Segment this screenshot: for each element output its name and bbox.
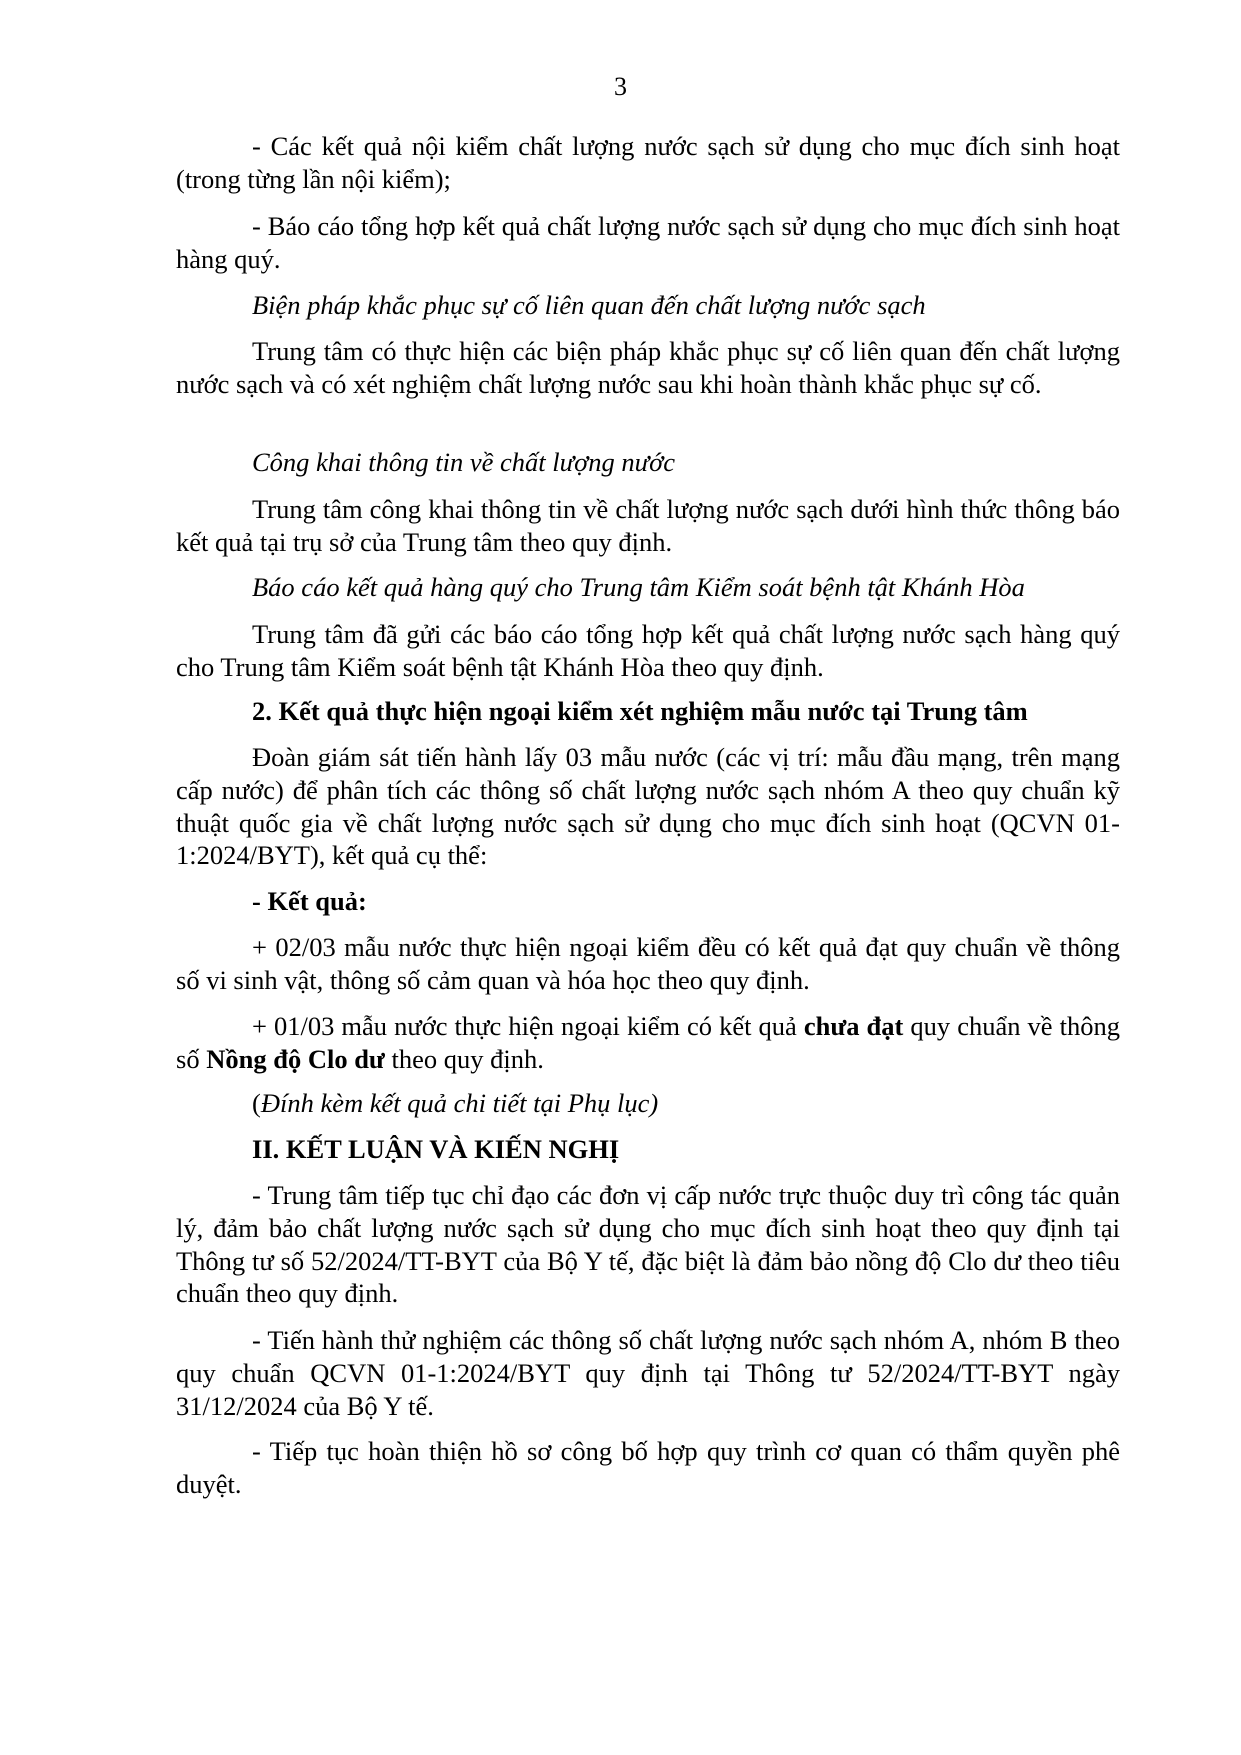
label-ket-qua: - Kết quả: xyxy=(252,886,367,916)
heading-cong-khai-thong-tin: Công khai thông tin về chất lượng nước xyxy=(252,447,675,477)
heading-section-2: 2. Kết quả thực hiện ngoại kiểm xét nghiệm mẫu nước tại Trung tâm xyxy=(252,696,1028,726)
paragraph-doan-giam-sat: Đoàn giám sát tiến hành lấy 03 mẫu nước (các vị trí: mẫu đầu mạng, trên mạng cấp nước) để phân tích các thông số chất lượng nước sạch nhóm A theo quy chuẩn kỹ thuật quốc gia về chất lượng nước sạch sử dụng cho mục đích sinh hoạt (QCVN 01-1:2024/BYT), kết quả cụ thể: xyxy=(176,742,1120,871)
paragraph-cong-khai: Trung tâm công khai thông tin về chất lượng nước sạch dưới hình thức thông báo kết quả tại trụ sở của Trung tâm theo quy định. xyxy=(176,494,1120,557)
paragraph-bao-cao: Trung tâm đã gửi các báo cáo tổng hợp kết quả chất lượng nước sạch hàng quý cho Trung tâm Kiểm soát bệnh tật Khánh Hòa theo quy định. xyxy=(176,619,1120,682)
result-fail-text-3: theo quy định. xyxy=(384,1043,544,1074)
paragraph-result-fail xyxy=(176,1010,1120,1076)
result-fail-text-1: + 01/03 mẫu nước thực hiện ngoại kiểm có kết quả xyxy=(252,1011,804,1041)
paragraph-result-pass: + 02/03 mẫu nước thực hiện ngoại kiểm đều có kết quả đạt quy chuẩn về thông số vi sinh vật, thông số cảm quan và hóa học theo quy định. xyxy=(176,932,1120,995)
heading-bien-phap-khac-phuc: Biện pháp khắc phục sự cố liên quan đến chất lượng nước sạch xyxy=(252,290,926,320)
attachment-note-paren: ( xyxy=(252,1088,261,1118)
heading-bao-cao-hang-quy: Báo cáo kết quả hàng quý cho Trung tâm Kiểm soát bệnh tật Khánh Hòa xyxy=(252,572,1025,602)
paragraph-quarterly-report: - Báo cáo tổng hợp kết quả chất lượng nước sạch sử dụng cho mục đích sinh hoạt hàng quý. xyxy=(176,211,1120,274)
paragraph-recommendation-2: - Tiến hành thử nghiệm các thông số chất lượng nước sạch nhóm A, nhóm B theo quy chuẩn QCVN 01-1:2024/BYT quy định tại Thông tư 52/2024/TT-BYT ngày 31/12/2024 của Bộ Y tế. xyxy=(176,1325,1120,1421)
paragraph-recommendation-1: - Trung tâm tiếp tục chỉ đạo các đơn vị cấp nước trực thuộc duy trì công tác quản lý, đảm bảo chất lượng nước sạch sử dụng cho mục đích sinh hoạt theo quy định tại Thông tư số 52/2024/TT-BYT của Bộ Y tế, đặc biệt là đảm bảo nồng độ Clo dư theo tiêu chuẩn theo quy định. xyxy=(176,1180,1120,1309)
attachment-note-text: Đính kèm kết quả chi tiết tại Phụ lục) xyxy=(260,1088,659,1118)
result-fail-parameter: Nồng độ Clo dư xyxy=(206,1043,385,1074)
result-fail-status: chưa đạt xyxy=(803,1011,904,1041)
paragraph-noi-kiem-results: - Các kết quả nội kiểm chất lượng nước sạch sử dụng cho mục đích sinh hoạt (trong từng lần nội kiểm); xyxy=(176,131,1120,194)
paragraph-bien-phap: Trung tâm có thực hiện các biện pháp khắc phục sự cố liên quan đến chất lượng nước sạch và có xét nghiệm chất lượng nước sau khi hoàn thành khắc phục sự cố. xyxy=(176,336,1120,399)
page-number: 3 xyxy=(614,72,627,101)
result-fail-text-2: quy chuẩn về thông số xyxy=(176,1011,1120,1074)
heading-section-ii: II. KẾT LUẬN VÀ KIẾN NGHỊ xyxy=(252,1134,620,1164)
paragraph-attachment-note xyxy=(176,1087,1120,1120)
paragraph-recommendation-3: - Tiếp tục hoàn thiện hồ sơ công bố hợp quy trình cơ quan có thẩm quyền phê duyệt. xyxy=(176,1436,1120,1499)
